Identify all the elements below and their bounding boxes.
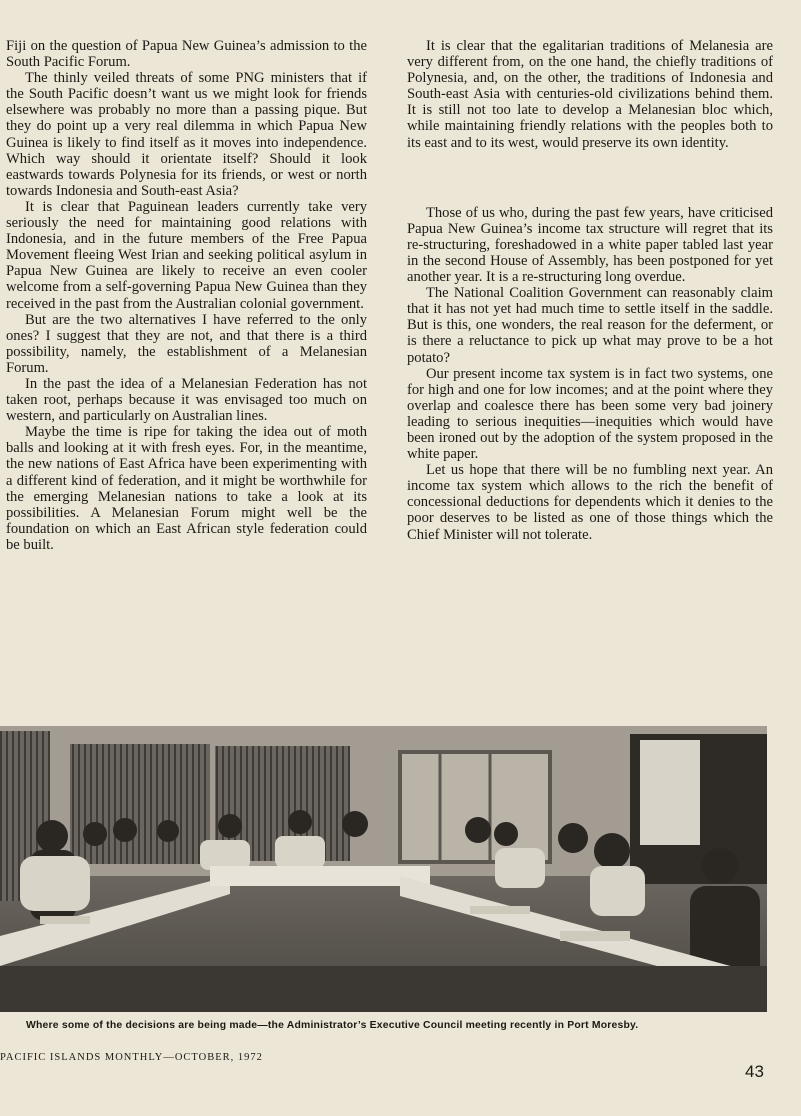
paragraph: Our present income tax system is in fact two systems, one for high and one for low incomes; and at the point where they overlap and coalesce there has been some very bad joinery leading to serious inequities—inequities which would have been ironed out by the adoption of the system proposed in the white paper. — [407, 365, 773, 463]
meeting-photo-icon — [0, 726, 767, 1012]
publication-footer: PACIFIC ISLANDS MONTHLY—OCTOBER, 1972 — [0, 1052, 263, 1063]
photo-illustration — [0, 726, 767, 1012]
paragraph: Those of us who, during the past few years, have criticised Papua New Guinea’s income tax structure will regret that its re-structuring, foreshadowed in a white paper tabled last year in the second House of Assembly, has been postponed for yet another year. It is a re-structuring long overdue. — [407, 204, 773, 286]
paragraph: The National Coalition Government can reasonably claim that it has not yet had much time to settle itself in the saddle. But is this, one wonders, the real reason for the deferment, or is there a reluctance to pick up what may prove to be a hot potato? — [407, 285, 773, 366]
paragraph: Fiji on the question of Papua New Guinea’s admission to the South Pacific Forum. — [6, 38, 367, 71]
photo-caption: Where some of the decisions are being made—the Administrator’s Executive Council meeting recently in Port Moresby. — [26, 1020, 639, 1031]
section-break — [407, 151, 773, 205]
paragraph: It is clear that Paguinean leaders currently take very seriously the need for maintaining good relations with Indonesia, and in the future members of the Free Papua Movement fleeing West Irian and seeking political asylum in Papua New Guinea are likely to receive an even cooler welcome from a self-governing Papua New Guinea than they received in the past from the Australian colonial government. — [6, 198, 367, 312]
paragraph: It is clear that the egalitarian traditions of Melanesia are very different from, on the one hand, the chiefly traditions of Polynesia, and, on the other, the traditions of Indonesia and South-east Asia with centuries-old civilizations behind them. It is still not too late to develop a Melanesian bloc which, while maintaining friendly relations with the peoples both to its east and to its west, would preserve its own identity. — [407, 38, 773, 151]
article-column-right — [407, 38, 773, 543]
paragraph: The thinly veiled threats of some PNG ministers that if the South Pacific doesn’t want us we might look for friends elsewhere was probably no more than a passing pique. But they do point up a very real dilemma in which Papua New Guinea is likely to find itself as it moves into independence. Which way should it orientate itself? Should it look eastwards towards Polynesia for its friends, or west or north towards Indonesia and South-east Asia? — [6, 70, 367, 199]
paragraph: In the past the idea of a Melanesian Federation has not taken root, perhaps because it was envisaged too much on western, and particularly on Australian lines. — [6, 375, 367, 425]
page-number: 43 — [745, 1062, 764, 1081]
paragraph: Let us hope that there will be no fumbling next year. An income tax system which allows to the rich the benefit of concessional deductions for dependents which it denies to the poor deserves to be listed as one of those things which the Chief Minister will not tolerate. — [407, 462, 773, 543]
paragraph: Maybe the time is ripe for taking the idea out of moth balls and looking at it with fresh eyes. For, in the meantime, the new nations of East Africa have been experimenting with a different kind of federation, and it might be worthwhile for the emerging Melanesian nations to take a look at its possibilities. A Melanesian Forum might well be the foundation on which an East African style federation could be built. — [6, 424, 367, 553]
paragraph: But are the two alternatives I have referred to the only ones? I suggest that they are not, and that there is a third possibility, namely, the establishment of a Melanesian Forum. — [6, 311, 367, 376]
article-column-left — [6, 38, 367, 553]
